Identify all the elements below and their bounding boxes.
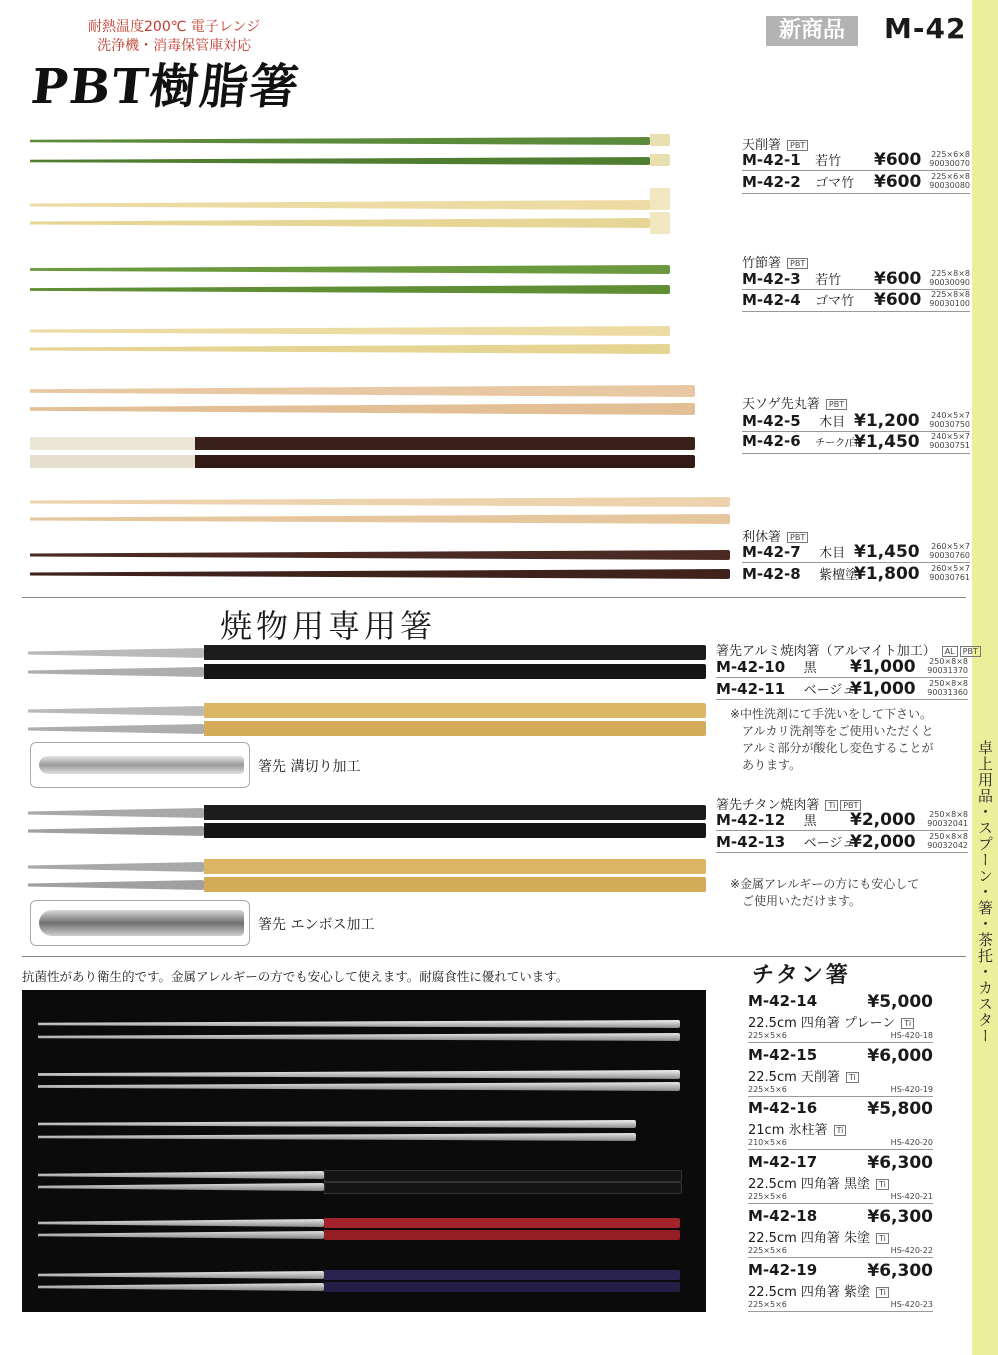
product-sku: 90031370 bbox=[927, 666, 968, 675]
titanium-item bbox=[748, 992, 933, 1043]
product-name: ゴマ竹 bbox=[815, 294, 855, 309]
chopstick-image bbox=[30, 550, 730, 560]
chopstick-image bbox=[204, 645, 706, 660]
chopstick-image bbox=[30, 218, 650, 228]
titanium-item bbox=[748, 1153, 933, 1204]
tip-detail-image bbox=[30, 900, 250, 946]
product-sku: 90030760 bbox=[929, 551, 970, 560]
product-row bbox=[716, 657, 968, 676]
product-desc: 22.5cm 天削箸 bbox=[748, 1070, 840, 1085]
product-price: ¥1,200 bbox=[854, 411, 920, 431]
product-size: 250×8×8 bbox=[929, 832, 968, 841]
product-code: M-42-8 bbox=[742, 565, 801, 583]
group-title: 天ソゲ先丸箸 PBT bbox=[742, 393, 847, 412]
product-row bbox=[716, 810, 968, 829]
product-size: 250×8×8 bbox=[929, 679, 968, 688]
headline-line-1: 耐熱温度200℃ 電子レンジ bbox=[88, 19, 261, 35]
intro-text: 抗菌性があり衛生的です。金属アレルギーの方でも安心して使えます。耐腐食性に優れています。 bbox=[22, 969, 569, 984]
material-tag: Ti bbox=[825, 800, 838, 811]
product-sku: 90030751 bbox=[929, 441, 970, 450]
section-title: 焼物用専用箸 bbox=[220, 607, 437, 645]
group-title: 利休箸 PBT bbox=[742, 526, 808, 545]
material-tag: PBT bbox=[960, 646, 981, 657]
chopstick-image bbox=[324, 1282, 680, 1292]
chopstick-image bbox=[38, 1133, 636, 1141]
chopstick-tip-metal bbox=[28, 667, 204, 677]
product-price: ¥2,000 bbox=[850, 832, 916, 852]
chopstick-image bbox=[30, 437, 195, 450]
titanium-item bbox=[748, 1099, 933, 1150]
product-desc: 22.5cm 四角箸 プレーン bbox=[748, 1016, 896, 1031]
chopstick-image bbox=[38, 1171, 324, 1179]
chopstick-image bbox=[38, 1231, 324, 1239]
category-label: 卓上用品・スプーン・箸・茶托・カスター bbox=[976, 740, 994, 1044]
product-price: ¥6,300 bbox=[867, 1153, 933, 1173]
chopstick-tip-metal bbox=[28, 724, 204, 734]
material-tag: Ti bbox=[876, 1287, 889, 1298]
product-sku: HS-420-18 bbox=[890, 1031, 933, 1040]
product-name: 紫檀塗 bbox=[819, 568, 859, 583]
product-code: M-42-17 bbox=[748, 1153, 818, 1171]
divider bbox=[742, 311, 970, 312]
product-size: 225×8×8 bbox=[931, 269, 970, 278]
chopstick-image bbox=[38, 1183, 324, 1191]
product-sku: HS-420-20 bbox=[890, 1138, 933, 1147]
product-size: 225×5×6 bbox=[748, 1300, 787, 1309]
product-row bbox=[716, 832, 968, 851]
product-name: ベージュ bbox=[803, 836, 856, 851]
material-tag: Ti bbox=[901, 1018, 914, 1029]
headline-line-2: 洗浄機・消毒保管庫対応 bbox=[97, 38, 252, 54]
product-code: M-42-18 bbox=[748, 1207, 818, 1225]
product-row bbox=[742, 172, 970, 191]
chopstick-end bbox=[650, 134, 670, 146]
product-price: ¥5,800 bbox=[867, 1099, 933, 1119]
category-sidebar bbox=[972, 0, 998, 1355]
product-size: 225×8×8 bbox=[931, 290, 970, 299]
tip-detail-image bbox=[30, 742, 250, 788]
product-size: 250×8×8 bbox=[929, 810, 968, 819]
product-code: M-42-4 bbox=[742, 291, 801, 309]
product-price: ¥6,000 bbox=[867, 1046, 933, 1066]
product-sku: HS-420-21 bbox=[890, 1192, 933, 1201]
product-price: ¥1,000 bbox=[850, 657, 916, 677]
material-tag: PBT bbox=[826, 399, 847, 410]
product-sku: 90031360 bbox=[927, 688, 968, 697]
chopstick-image bbox=[30, 344, 670, 354]
divider bbox=[716, 852, 968, 853]
chopstick-image bbox=[30, 157, 650, 165]
product-sku: HS-420-23 bbox=[890, 1300, 933, 1309]
product-name: 木目 bbox=[819, 415, 846, 430]
material-tag: PBT bbox=[787, 258, 808, 269]
chopstick-image bbox=[195, 455, 695, 468]
material-tag: Ti bbox=[834, 1125, 847, 1136]
product-code: M-42-6 bbox=[742, 432, 801, 450]
product-size: 225×5×6 bbox=[748, 1085, 787, 1094]
tip-label: 箸先 エンボス加工 bbox=[258, 917, 375, 933]
product-sku: 90030090 bbox=[929, 278, 970, 287]
product-size: 250×8×8 bbox=[929, 657, 968, 666]
product-desc: 22.5cm 四角箸 朱塗 bbox=[748, 1231, 871, 1246]
chopstick-image bbox=[38, 1283, 324, 1291]
product-price: ¥1,800 bbox=[854, 564, 920, 584]
chopstick-image bbox=[30, 514, 730, 524]
product-size: 240×5×7 bbox=[931, 411, 970, 420]
section-title: チタン箸 bbox=[752, 963, 851, 988]
chopstick-tip-metal bbox=[28, 706, 204, 716]
chopstick-image bbox=[324, 1230, 680, 1240]
product-name: 若竹 bbox=[815, 273, 842, 288]
chopstick-image bbox=[30, 265, 670, 274]
chopstick-image bbox=[38, 1082, 680, 1091]
product-row bbox=[742, 269, 970, 288]
product-name: ベージュ bbox=[803, 683, 856, 698]
product-size: 225×5×6 bbox=[748, 1246, 787, 1255]
product-sku: 90032041 bbox=[927, 819, 968, 828]
chopstick-image bbox=[324, 1270, 680, 1280]
product-price: ¥600 bbox=[874, 290, 922, 310]
product-logo: PBT樹脂箸 bbox=[28, 59, 303, 115]
product-size: 225×5×6 bbox=[748, 1192, 787, 1201]
material-tag: Ti bbox=[876, 1233, 889, 1244]
chopstick-image bbox=[204, 721, 706, 736]
material-tag: PBT bbox=[840, 800, 861, 811]
product-row bbox=[742, 411, 970, 430]
material-tag: Ti bbox=[846, 1072, 859, 1083]
product-code: M-42-1 bbox=[742, 151, 801, 169]
product-price: ¥1,450 bbox=[854, 542, 920, 562]
chopstick-tip-metal bbox=[28, 862, 204, 872]
chopstick-image bbox=[204, 664, 706, 679]
product-sku: 90030750 bbox=[929, 420, 970, 429]
material-tag: AL bbox=[942, 646, 958, 657]
chopstick-end bbox=[650, 188, 670, 210]
section-divider bbox=[22, 956, 966, 957]
product-sku: 90030761 bbox=[929, 573, 970, 582]
product-desc: 22.5cm 四角箸 紫塗 bbox=[748, 1285, 871, 1300]
new-product-badge: 新商品 bbox=[766, 16, 858, 46]
page-code: M-42 bbox=[884, 12, 967, 45]
product-code: M-42-15 bbox=[748, 1046, 818, 1064]
product-price: ¥2,000 bbox=[850, 810, 916, 830]
chopstick-image bbox=[38, 1219, 324, 1227]
safety-note: ※金属アレルギーの方にも安心して ご使用いただけます。 bbox=[730, 877, 920, 908]
titanium-item bbox=[748, 1046, 933, 1097]
group-title: 箸先チタン焼肉箸 Ti PBT bbox=[716, 794, 861, 813]
product-size: 225×6×8 bbox=[931, 172, 970, 181]
chopstick-image bbox=[38, 1120, 636, 1128]
chopstick-image bbox=[30, 200, 650, 210]
product-code: M-42-12 bbox=[716, 811, 786, 829]
product-row bbox=[716, 679, 968, 698]
product-name: 木目 bbox=[819, 546, 846, 561]
chopstick-image bbox=[30, 455, 195, 468]
product-row bbox=[742, 542, 970, 561]
product-desc: 21cm 氷柱箸 bbox=[748, 1123, 828, 1138]
chopstick-image bbox=[324, 1218, 680, 1228]
product-sku: 90030070 bbox=[929, 159, 970, 168]
chopstick-image bbox=[324, 1182, 682, 1194]
product-sku: 90030100 bbox=[929, 299, 970, 308]
chopstick-image bbox=[324, 1170, 682, 1182]
product-name: 若竹 bbox=[815, 154, 842, 169]
product-name: 黒 bbox=[803, 661, 817, 676]
chopstick-image bbox=[30, 385, 695, 397]
product-price: ¥6,300 bbox=[867, 1261, 933, 1281]
chopstick-tip-metal bbox=[28, 648, 204, 658]
titanium-item bbox=[748, 1261, 933, 1312]
product-row bbox=[742, 432, 970, 450]
product-price: ¥600 bbox=[874, 269, 922, 289]
chopstick-tip-metal bbox=[28, 880, 204, 890]
product-code: M-42-3 bbox=[742, 270, 801, 288]
chopstick-image bbox=[30, 137, 650, 145]
product-code: M-42-5 bbox=[742, 412, 801, 430]
product-sku: HS-420-19 bbox=[890, 1085, 933, 1094]
product-row bbox=[742, 564, 970, 583]
product-price: ¥600 bbox=[874, 172, 922, 192]
chopstick-image bbox=[30, 285, 670, 294]
product-code: M-42-16 bbox=[748, 1099, 818, 1117]
chopstick-image bbox=[204, 823, 706, 838]
care-note: ※中性洗剤にて手洗いをして下さい。 アルカリ洗剤等をご使用いただくと アルミ部分が酸化し変色することが あります。 bbox=[730, 707, 934, 772]
chopstick-tip-metal bbox=[28, 826, 204, 836]
chopstick-image bbox=[204, 805, 706, 820]
divider bbox=[716, 830, 968, 831]
product-name: 黒 bbox=[803, 814, 817, 829]
product-code: M-42-10 bbox=[716, 658, 786, 676]
product-price: ¥5,000 bbox=[867, 992, 933, 1012]
product-size: 225×6×8 bbox=[931, 150, 970, 159]
product-price: ¥1,450 bbox=[854, 432, 920, 452]
chopstick-image bbox=[38, 1070, 680, 1079]
product-sku: 90032042 bbox=[927, 841, 968, 850]
product-price: ¥1,000 bbox=[850, 679, 916, 699]
group-title: 箸先アルミ焼肉箸（アルマイト加工） AL PBT bbox=[716, 640, 981, 659]
chopstick-end bbox=[650, 154, 670, 166]
chopstick-image bbox=[38, 1033, 680, 1041]
group-title: 天削箸 PBT bbox=[742, 134, 808, 153]
chopstick-image bbox=[30, 569, 730, 579]
product-size: 260×5×7 bbox=[931, 542, 970, 551]
chopstick-end bbox=[650, 212, 670, 234]
section-divider bbox=[22, 597, 966, 598]
product-price: ¥600 bbox=[874, 150, 922, 170]
product-code: M-42-11 bbox=[716, 680, 786, 698]
product-code: M-42-14 bbox=[748, 992, 818, 1010]
group-title: 竹節箸 PBT bbox=[742, 252, 808, 271]
titanium-photo bbox=[22, 990, 706, 1312]
product-name: チーク/白 bbox=[815, 438, 859, 449]
product-row bbox=[742, 150, 970, 169]
chopstick-image bbox=[204, 703, 706, 718]
product-row bbox=[742, 290, 970, 309]
product-sku: HS-420-22 bbox=[890, 1246, 933, 1255]
material-tag: PBT bbox=[787, 140, 808, 151]
product-sku: 90030080 bbox=[929, 181, 970, 190]
product-size: 210×5×6 bbox=[748, 1138, 787, 1147]
divider bbox=[716, 677, 968, 678]
product-name: ゴマ竹 bbox=[815, 176, 855, 191]
chopstick-tip-metal bbox=[28, 808, 204, 818]
product-code: M-42-2 bbox=[742, 173, 801, 191]
divider bbox=[742, 193, 970, 194]
divider bbox=[742, 453, 970, 454]
chopstick-image bbox=[195, 437, 695, 450]
chopstick-image bbox=[204, 877, 706, 892]
product-desc: 22.5cm 四角箸 黒塗 bbox=[748, 1177, 871, 1192]
product-code: M-42-13 bbox=[716, 833, 786, 851]
titanium-item bbox=[748, 1207, 933, 1258]
product-size: 225×5×6 bbox=[748, 1031, 787, 1040]
product-size: 240×5×7 bbox=[931, 432, 970, 441]
divider bbox=[742, 562, 970, 563]
chopstick-image bbox=[204, 859, 706, 874]
product-price: ¥6,300 bbox=[867, 1207, 933, 1227]
chopstick-image bbox=[30, 403, 695, 415]
product-size: 260×5×7 bbox=[931, 564, 970, 573]
chopstick-image bbox=[30, 497, 730, 507]
tip-label: 箸先 溝切り加工 bbox=[258, 759, 361, 775]
chopstick-image bbox=[30, 326, 670, 336]
product-code: M-42-7 bbox=[742, 543, 801, 561]
divider bbox=[716, 699, 968, 700]
chopstick-image bbox=[38, 1020, 680, 1028]
product-code: M-42-19 bbox=[748, 1261, 818, 1279]
divider bbox=[742, 170, 970, 171]
chopstick-image bbox=[38, 1271, 324, 1279]
material-tag: PBT bbox=[787, 532, 808, 543]
material-tag: Ti bbox=[876, 1179, 889, 1190]
